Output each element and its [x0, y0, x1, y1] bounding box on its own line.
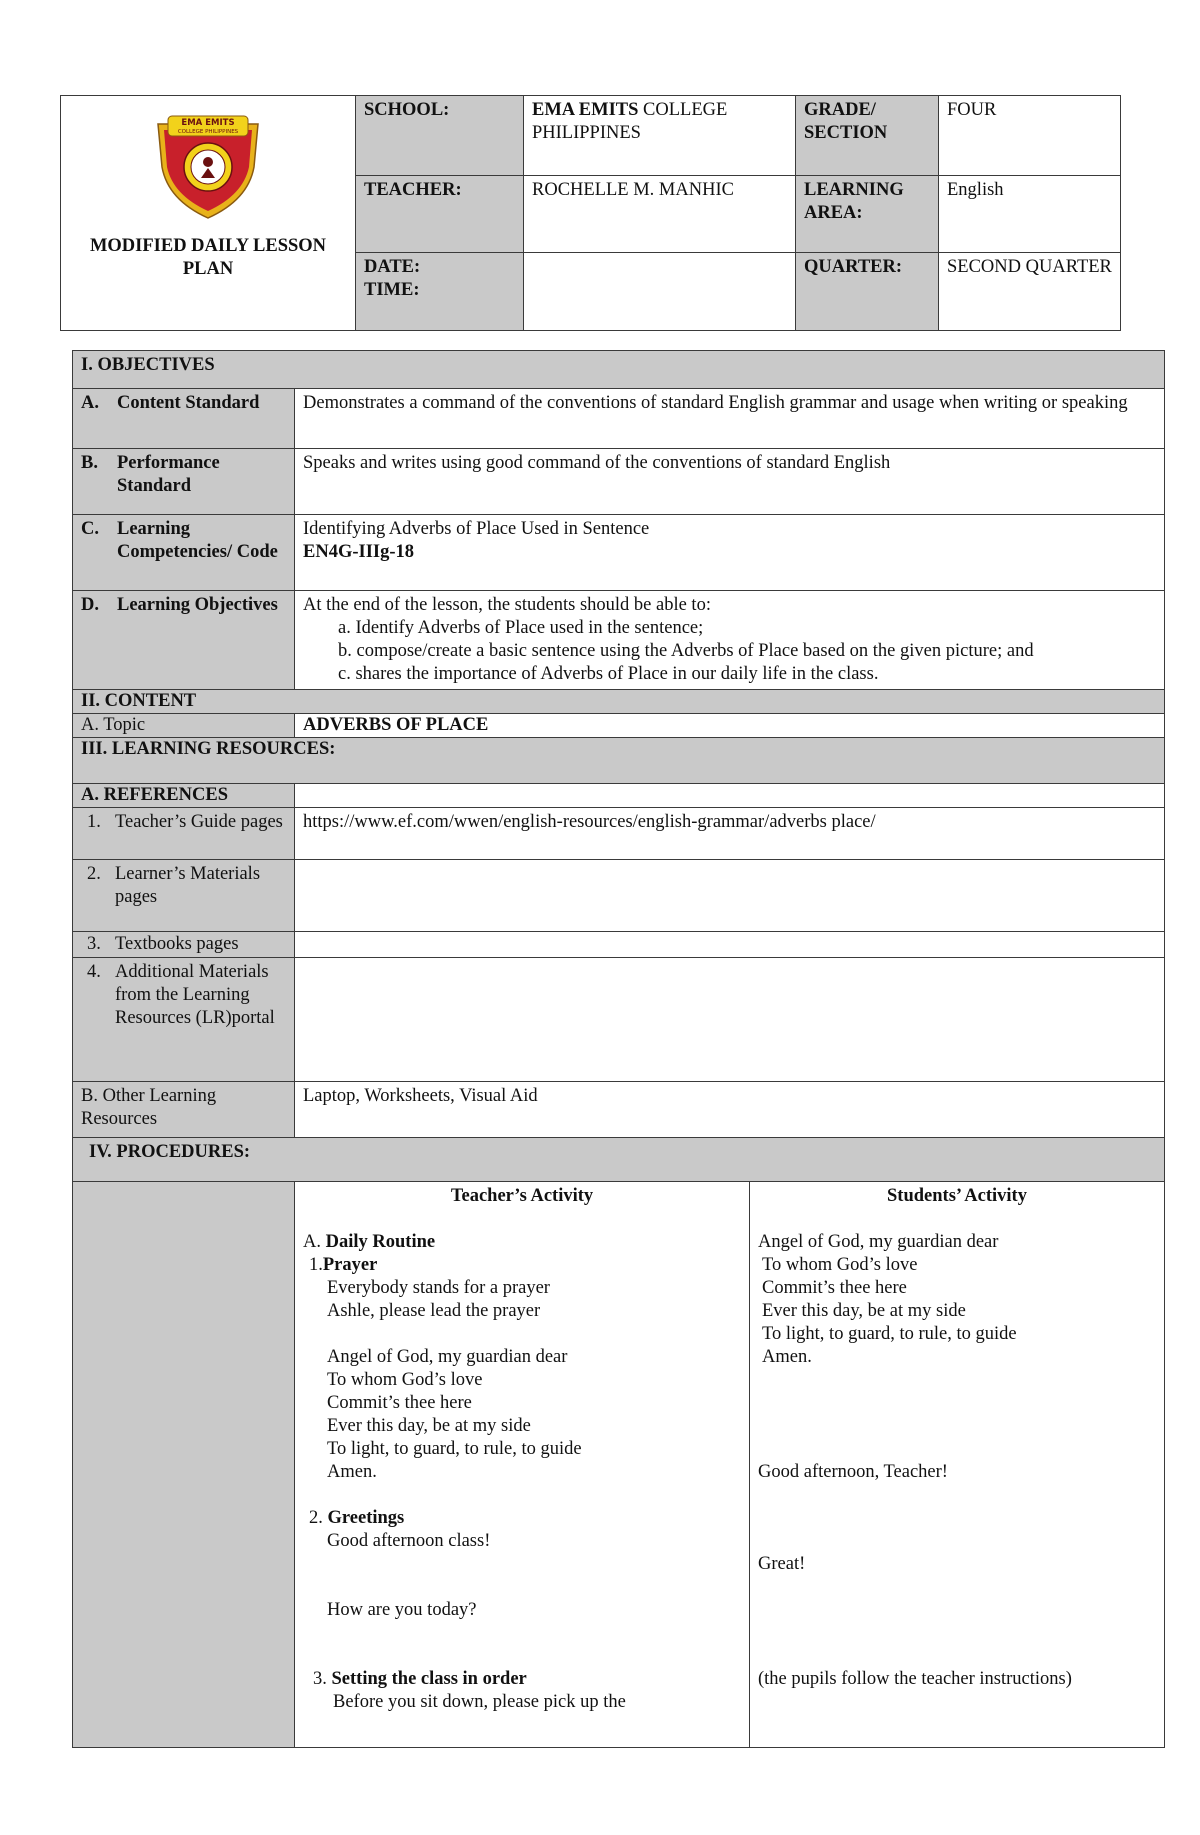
student-prayer-line: Amen.	[762, 1347, 812, 1367]
additional-materials-num: 4.	[87, 962, 101, 982]
content-heading: II. CONTENT	[73, 690, 1165, 714]
prayer-instruction: Ashle, please lead the prayer	[327, 1301, 541, 1321]
teacher-prayer-line: Amen.	[327, 1462, 377, 1482]
grade-label: GRADE/ SECTION	[796, 96, 939, 176]
procedures-side-cell	[73, 1182, 295, 1748]
student-prayer-line: To light, to guard, to rule, to guide	[762, 1324, 1017, 1344]
teacher-value: ROCHELLE M. MANHIC	[524, 176, 796, 253]
learners-materials-num: 2.	[87, 864, 101, 884]
school-value-rest: COLLEGE PHILIPPINES	[532, 100, 728, 143]
textbooks-value	[295, 932, 1165, 958]
date-time-label-cell	[356, 253, 524, 331]
competencies-title: Learning Competencies/ Code	[117, 519, 278, 562]
objective-item: a. Identify Adverbs of Place used in the sentence;	[338, 618, 704, 638]
additional-materials-text: Additional Materials from the Learning Resources (LR)portal	[115, 962, 275, 1028]
references-heading: A. REFERENCES	[73, 784, 295, 808]
learning-objectives-label	[73, 591, 295, 690]
quarter-value: SECOND QUARTER	[939, 253, 1121, 331]
performance-standard-value: Speaks and writes using good command of the conventions of standard English	[295, 449, 1165, 515]
additional-materials-label	[73, 958, 295, 1082]
school-logo	[148, 112, 268, 222]
content-standard-title: Content Standard	[117, 393, 260, 413]
teachers-guide-value: https://www.ef.com/wwen/english-resources/english-grammar/adverbs place/	[295, 808, 1165, 860]
references-blank	[295, 784, 1165, 808]
prayer-num: 1.	[309, 1255, 323, 1275]
teacher-prayer-line: Angel of God, my guardian dear	[327, 1347, 568, 1367]
logo-top-text: EMA EMITS	[181, 118, 235, 128]
how-line: How are you today?	[327, 1600, 477, 1620]
date-value	[524, 253, 796, 331]
lesson-table	[72, 350, 1165, 1748]
resources-heading: III. LEARNING RESOURCES:	[73, 738, 1165, 784]
school-value-bold: EMA EMITS	[532, 100, 639, 120]
area-value: English	[939, 176, 1121, 253]
other-resources-value: Laptop, Worksheets, Visual Aid	[295, 1082, 1165, 1138]
textbooks-num: 3.	[87, 934, 101, 954]
area-label: LEARNING AREA:	[796, 176, 939, 253]
content-standard-label	[73, 389, 295, 449]
order-heading	[303, 1668, 741, 1691]
content-standard-key: A.	[81, 393, 99, 413]
daily-routine	[303, 1231, 741, 1254]
competency-text: Identifying Adverbs of Place Used in Sentence	[303, 519, 650, 539]
grade-value: FOUR	[939, 96, 1121, 176]
order-num: 3.	[313, 1669, 327, 1689]
student-greeting: Good afternoon, Teacher!	[758, 1462, 948, 1482]
teachers-guide-num: 1.	[87, 812, 101, 832]
greetings-line: Good afternoon class!	[327, 1531, 491, 1551]
order-title: Setting the class in order	[331, 1669, 527, 1689]
school-value	[524, 96, 796, 176]
topic-value: ADVERBS OF PLACE	[295, 714, 1165, 738]
performance-standard-label	[73, 449, 295, 515]
teacher-activity-heading: Teacher’s Activity	[450, 1186, 594, 1206]
procedures-heading: IV. PROCEDURES:	[73, 1138, 1165, 1182]
objective-item: b. compose/create a basic sentence using the Adverbs of Place based on the given picture; and	[338, 641, 1034, 661]
greetings-num: 2.	[309, 1508, 323, 1528]
competencies-label	[73, 515, 295, 591]
learning-objectives-value	[295, 591, 1165, 690]
teacher-prayer-line: To light, to guard, to rule, to guide	[327, 1439, 582, 1459]
teachers-guide-text: Teacher’s Guide pages	[115, 812, 283, 832]
teacher-prayer-line: To whom God’s love	[327, 1370, 483, 1390]
competencies-key: C.	[81, 519, 99, 539]
plan-title: MODIFIED DAILY LESSON PLAN	[89, 236, 327, 279]
time-label: TIME:	[364, 280, 420, 300]
teacher-activity-cell	[295, 1182, 750, 1748]
textbooks-label	[73, 932, 295, 958]
prayer-title: Prayer	[322, 1255, 378, 1275]
learning-objectives-title: Learning Objectives	[117, 595, 278, 615]
students-activity-cell	[750, 1182, 1165, 1748]
quarter-label: QUARTER:	[796, 253, 939, 331]
order-line: Before you sit down, please pick up the	[333, 1692, 626, 1712]
competency-code: EN4G-IIIg-18	[303, 542, 415, 562]
student-follow: (the pupils follow the teacher instructions)	[758, 1669, 1072, 1689]
objectives-intro: At the end of the lesson, the students should be able to:	[303, 595, 711, 615]
objectives-heading: I. OBJECTIVES	[73, 351, 1165, 389]
student-prayer-line: Ever this day, be at my side	[762, 1301, 966, 1321]
learning-objectives-key: D.	[81, 595, 99, 615]
students-activity-heading: Students’ Activity	[887, 1186, 1027, 1206]
student-prayer-line: Angel of God, my guardian dear	[758, 1232, 999, 1252]
greetings-title: Greetings	[327, 1508, 405, 1528]
performance-standard-key: B.	[81, 453, 98, 473]
objective-item: c. shares the importance of Adverbs of Place in our daily life in the class.	[338, 664, 879, 684]
logo-title-cell	[61, 96, 356, 331]
teacher-prayer-line: Ever this day, be at my side	[327, 1416, 531, 1436]
date-label: DATE:	[364, 257, 421, 277]
routine-title: Daily Routine	[325, 1232, 436, 1252]
prayer-heading	[303, 1254, 741, 1277]
learners-materials-text: Learner’s Materials pages	[115, 864, 261, 907]
student-prayer-line: Commit’s thee here	[762, 1278, 907, 1298]
student-great: Great!	[758, 1554, 806, 1574]
prayer-instruction: Everybody stands for a prayer	[327, 1278, 550, 1298]
teacher-label: TEACHER:	[356, 176, 524, 253]
topic-label: A. Topic	[73, 714, 295, 738]
header-table	[60, 95, 1121, 331]
logo-sub-text: COLLEGE PHILIPPINES	[177, 129, 239, 135]
learners-materials-value	[295, 860, 1165, 932]
teacher-prayer-line: Commit’s thee here	[327, 1393, 472, 1413]
other-resources-label: B. Other Learning Resources	[73, 1082, 295, 1138]
teachers-guide-label	[73, 808, 295, 860]
routine-prefix: A.	[303, 1232, 321, 1252]
additional-materials-value	[295, 958, 1165, 1082]
textbooks-text: Textbooks pages	[115, 934, 239, 954]
learners-materials-label	[73, 860, 295, 932]
school-label: SCHOOL:	[356, 96, 524, 176]
content-standard-value: Demonstrates a command of the conventions of standard English grammar and usage when writing or speaking	[295, 389, 1165, 449]
performance-standard-title: Performance Standard	[117, 453, 220, 496]
student-prayer-line: To whom God’s love	[762, 1255, 918, 1275]
competencies-value	[295, 515, 1165, 591]
greetings-heading	[303, 1507, 741, 1530]
